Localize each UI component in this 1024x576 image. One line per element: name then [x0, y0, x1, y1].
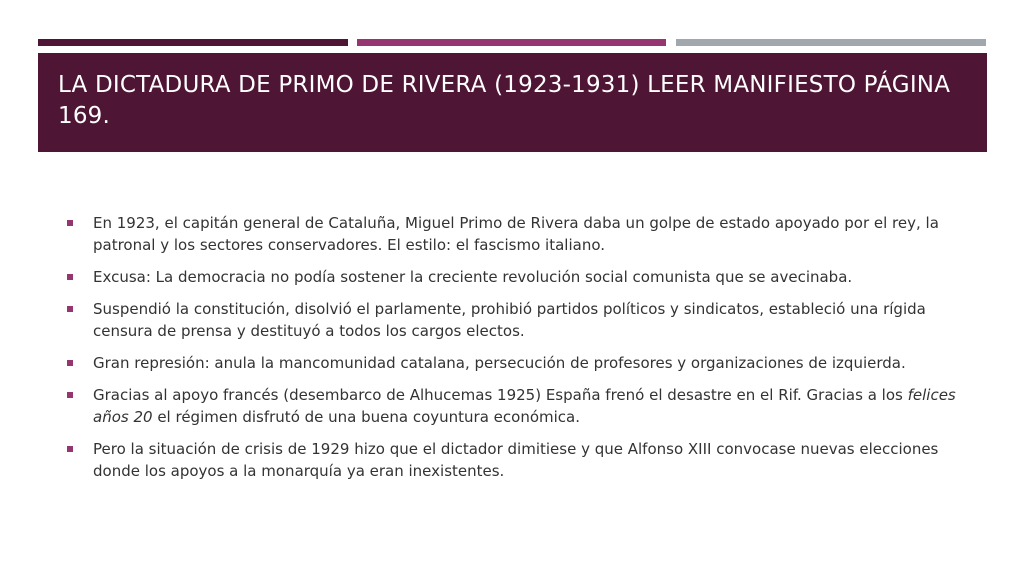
bullet-item [66, 266, 966, 288]
accent-bar-gray [676, 39, 986, 46]
bullet-text: Suspendió la constitución, disolvió el parlamente, prohibió partidos políticos y sindicatos, estableció una rígida censura de prensa y destituyó a todos los cargos electos. [93, 300, 926, 340]
bullet-text-italic: felices años 20 [93, 386, 956, 426]
square-bullet-icon [67, 392, 73, 398]
bullet-text: Pero la situación de crisis de 1929 hizo que el dictador dimitiese y que Alfonso XIII convocase nuevas elecciones donde los apoyos a la monarquía ya eran inexistentes. [93, 440, 939, 480]
square-bullet-icon [67, 446, 73, 452]
square-bullet-icon [67, 274, 73, 280]
square-bullet-icon [67, 306, 73, 312]
bullet-item [66, 438, 966, 482]
bullet-text-part: el régimen disfrutó de una buena coyuntura económica. [152, 408, 581, 426]
bullet-text: Excusa: La democracia no podía sostener la creciente revolución social comunista que se avecinaba. [93, 268, 853, 286]
accent-bar-magenta [357, 39, 666, 46]
title-band [38, 53, 987, 152]
bullet-text-part: Gracias al apoyo francés (desembarco de Alhucemas 1925) España frenó el desastre en el Rif. Gracias a los [93, 386, 908, 404]
bullet-list [66, 212, 966, 482]
bullet-item [66, 384, 966, 428]
accent-bar-dark [38, 39, 348, 46]
bullet-item [66, 298, 966, 342]
bullet-text [93, 386, 956, 426]
bullet-text: Gran represión: anula la mancomunidad catalana, persecución de profesores y organizaciones de izquierda. [93, 354, 906, 372]
square-bullet-icon [67, 220, 73, 226]
bullet-item [66, 352, 966, 374]
slide-title: LA DICTADURA DE PRIMO DE RIVERA (1923-1931) LEER MANIFIESTO PÁGINA 169. [58, 72, 951, 129]
bullet-text: En 1923, el capitán general de Cataluña, Miguel Primo de Rivera daba un golpe de estado apoyado por el rey, la patronal y los sectores conservadores. El estilo: el fascismo italiano. [93, 214, 939, 254]
slide-content [66, 212, 966, 492]
bullet-item [66, 212, 966, 256]
square-bullet-icon [67, 360, 73, 366]
